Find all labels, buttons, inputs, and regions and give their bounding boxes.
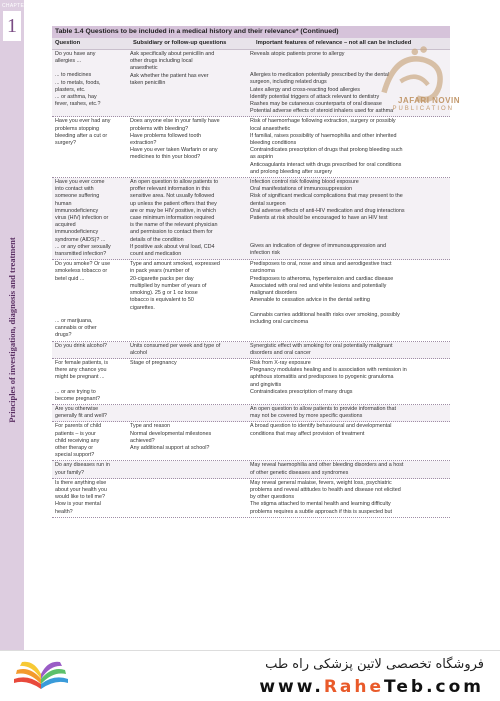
relevance-cell <box>247 479 450 517</box>
cell-line: The stigma attached to mental health and learning difficulty <box>250 501 391 508</box>
jafari-novin-logo <box>362 32 472 142</box>
cell-line: Stage of pregnancy <box>130 359 177 366</box>
chapter-label: CHAPTER <box>2 3 28 9</box>
cell-line: fever, rashes, etc.? <box>55 101 101 108</box>
cell-line: For female patients, is <box>55 359 109 366</box>
cell-line: Potential adverse effects of steroid inhalers used for asthma <box>250 108 394 115</box>
cell-line: is the name of the relevant physician <box>130 222 218 229</box>
cell-line: Cannabis carries additional health risks over smoking, possibly <box>250 311 400 318</box>
cell-line: someone suffering <box>55 193 100 200</box>
cell-line: Synergistic effect with smoking for oral potentially malignant <box>250 342 393 349</box>
table-row <box>52 359 450 405</box>
cell-line: alcohol <box>130 349 148 356</box>
relevance-cell <box>247 178 450 259</box>
cell-line: allergies ... <box>55 58 82 65</box>
cell-line: Allergies to medication potentially prescribed by the dental <box>250 72 390 79</box>
table-row <box>52 405 450 422</box>
table-row <box>52 479 450 518</box>
cell-line: How is your mental <box>55 501 101 508</box>
cell-line: ... to metals, foods, <box>55 79 101 86</box>
cell-line: by other questions <box>250 494 295 501</box>
cell-line: Oral manifestations of immunosuppression <box>250 186 353 193</box>
cell-line: Is there anything else <box>55 479 107 486</box>
cell-line: May reveal general malaise, fevers, weight loss, psychiatric <box>250 479 392 486</box>
question-cell <box>52 50 127 116</box>
cell-line: would like to tell me? <box>55 494 106 501</box>
cell-line: health? <box>55 508 73 515</box>
cell-line: plasters, etc. <box>55 86 86 93</box>
subsidiary-cell <box>127 461 247 477</box>
cell-line: Ask specifically about penicillin and <box>130 51 215 57</box>
cell-line: Have problems followed tooth <box>130 132 202 139</box>
cell-line: case minimum information required <box>130 215 215 222</box>
cell-line: may not be covered by more specific questions <box>250 413 363 420</box>
question-cell <box>52 405 127 421</box>
watermark-subtext: PUBLICATION <box>392 106 454 112</box>
cell-line: Any additional support at school? <box>130 444 210 451</box>
cell-line: disorders and oral cancer <box>250 349 311 356</box>
cell-line: Have you ever come <box>55 179 105 186</box>
cell-line <box>55 283 125 290</box>
chapter-number: 1 <box>3 11 21 41</box>
question-cell <box>52 479 127 517</box>
cell-line: into contact with <box>55 186 94 193</box>
cell-line: 20-cigarette packs per day <box>130 275 194 282</box>
cell-line: Does anyone else in your family have <box>130 118 220 125</box>
cell-line: virus (HIV) infection or <box>55 215 109 222</box>
relevance-cell <box>247 405 450 421</box>
question-cell <box>52 117 127 177</box>
cell-line: multiplied by number of years of <box>130 282 207 289</box>
cell-line: extraction? <box>130 140 157 147</box>
cell-line: ... or asthma, hay <box>55 94 97 101</box>
cell-line: immunodeficiency <box>55 207 99 214</box>
cell-line: surgeon, including related drugs <box>250 79 327 86</box>
cell-line: Patients at risk should be encouraged to have an HIV test <box>250 215 388 222</box>
question-cell <box>52 178 127 259</box>
table-row <box>52 260 450 341</box>
cell-line: Type and reason <box>130 423 171 430</box>
cell-line: Anticoagulants interact with drugs prescribed for oral conditions <box>250 161 402 168</box>
cell-line <box>250 229 448 236</box>
cell-line: infection risk <box>250 250 280 257</box>
cell-line: Ask whether the patient has ever <box>130 72 209 79</box>
cell-line: details of the condition <box>130 236 184 243</box>
cell-line: Contraindicates prescription of drugs that prolong bleeding such <box>250 147 403 154</box>
cell-line: Have you ever taken Warfarin or any <box>130 147 218 154</box>
relevance-cell <box>247 422 450 460</box>
cell-line: dental surgeon <box>250 200 286 207</box>
cell-line: Risk from X-ray exposure <box>250 359 311 366</box>
cell-line: ... or are trying to <box>55 388 96 395</box>
cell-line <box>55 382 125 389</box>
header-subsidiary: Subsidiary or follow-up questions <box>133 40 227 46</box>
relevance-cell <box>247 461 450 477</box>
cell-line: Reveals atopic patients prone to allergy <box>250 51 345 57</box>
subsidiary-cell <box>127 50 247 116</box>
cell-line: immunodeficiency <box>55 229 99 236</box>
cell-line: taken penicillin <box>130 79 166 86</box>
cell-line <box>55 311 125 318</box>
cell-line: May reveal haemophilia and other bleeding disorders and a host <box>250 462 404 469</box>
cell-line: other drugs including local <box>130 58 193 65</box>
cell-line: bleeding conditions <box>250 140 297 147</box>
cell-line: local anaesthetic <box>250 125 291 132</box>
cell-line: other therapy or <box>55 444 94 451</box>
cell-line: Have you ever had any <box>55 118 111 125</box>
cell-line: in pack years (number of <box>130 268 190 275</box>
cell-line: Units consumed per week and type of <box>130 342 221 349</box>
cell-line: generally fit and well? <box>55 413 107 420</box>
cell-line: including oral carcinoma <box>250 318 309 325</box>
subsidiary-cell <box>127 117 247 177</box>
subsidiary-cell <box>127 479 247 517</box>
url-prefix: www. <box>259 677 324 697</box>
cell-line: drugs? <box>55 332 72 339</box>
cell-line: count and medication <box>130 251 182 258</box>
footer-banner <box>0 650 500 701</box>
cell-line: Predisposes to oral, nose and sinus and aerodigestive tract <box>250 261 392 268</box>
cell-line: Risk of haemorrhage following extraction, surgery or possibly <box>250 118 396 125</box>
cell-line: sensitive area. Not usually followed <box>130 193 215 200</box>
cell-line: transmitted infection? <box>55 251 107 258</box>
cell-line: Normal developmental milestones <box>130 430 212 437</box>
cell-line: and gingivitis <box>250 381 282 388</box>
subsidiary-cell <box>127 178 247 259</box>
cell-line: special support? <box>55 452 95 459</box>
cell-line: conditions that may affect provision of treatment <box>250 430 365 437</box>
cell-line: proffer relevant information in this <box>130 186 210 193</box>
cell-line: surgery? <box>55 140 76 147</box>
cell-line: and permission to contact them for <box>130 229 213 236</box>
question-cell <box>52 461 127 477</box>
cell-line: tobacco is equivalent to 50 <box>130 297 194 304</box>
question-cell <box>52 359 127 404</box>
cell-line: ... to medicines <box>55 72 92 79</box>
cell-line: cannabis or other <box>55 325 97 332</box>
cell-line: A broad question to identify behavioural and developmental <box>250 423 392 430</box>
cell-line: aphthous stomatitis and predisposes to pyogenic granuloma <box>250 374 394 381</box>
cell-line: syndrome (AIDS)? ... <box>55 236 106 243</box>
cell-line <box>250 236 448 243</box>
header-relevance: Important features of relevance – not all can be included <box>256 40 412 46</box>
cell-line: malignant disorders <box>250 290 298 297</box>
cell-line: Amenable to cessation advice in the dental setting <box>250 297 370 304</box>
cell-line: smoking). 25 g or 1 oz loose <box>130 290 198 297</box>
chapter-title: Principles of investigation, diagnosis and treatment <box>7 237 17 423</box>
cell-line: Identify potential triggers of attack relevant to dentistry <box>250 93 380 100</box>
cell-line: Are you otherwise <box>55 405 99 412</box>
watermark-text: JAFARI NOVIN <box>397 96 460 105</box>
cell-line: Latex allergy and cross-reacting food allergies <box>250 86 360 93</box>
table-caption: Table 1.4 Questions to be included in a medical history and their relevance* (Continued) <box>52 26 450 38</box>
cell-line: Contraindicates prescription of many drugs <box>250 388 353 395</box>
cell-line <box>55 297 125 304</box>
cell-line <box>55 65 125 72</box>
cell-line: If positive ask about viral load, CD4 <box>130 243 215 250</box>
cell-line: human <box>55 200 72 207</box>
cell-line: problems requires a subtle approach if this is suspected but <box>250 508 393 515</box>
cell-line <box>55 290 125 297</box>
footer-persian-text: فروشگاه تخصصی لاتین پزشکی راه طب <box>265 657 484 672</box>
cell-line: acquired <box>55 222 76 229</box>
cell-line: problems and reveal attitudes to health and disease not elicited <box>250 486 401 493</box>
cell-line: Do you smoke? Or use <box>55 261 111 268</box>
question-cell <box>52 342 127 358</box>
cell-line: betel quid ... <box>55 275 85 282</box>
cell-line: patients – is your <box>55 430 96 437</box>
cell-line: achieved? <box>130 437 155 444</box>
cell-line: child receiving any <box>55 437 100 444</box>
cell-line: Do you have any <box>55 51 96 57</box>
subsidiary-cell <box>127 359 247 404</box>
cell-line <box>250 305 448 312</box>
cell-line: medicines to thin your blood? <box>130 154 201 161</box>
cell-line: Oral adverse effects of anti-HIV medication and drug interactions <box>250 207 405 214</box>
cell-line: become pregnant? <box>55 395 100 402</box>
table-row <box>52 422 450 461</box>
relevance-cell <box>247 359 450 404</box>
cell-line: If familial, raises possibility of haemophilia and other inherited <box>250 132 397 139</box>
cell-line: anaesthetic <box>130 65 158 72</box>
cell-line <box>250 222 448 229</box>
table-row <box>52 342 450 359</box>
url-suffix: Teb.com <box>384 677 484 697</box>
cell-line: An open question to allow patients to <box>130 179 219 186</box>
header-question: Question <box>55 40 81 46</box>
cell-line: might be pregnant ... <box>55 374 105 381</box>
cell-line: Infection control risk following blood exposure <box>250 179 359 186</box>
relevance-cell <box>247 342 450 358</box>
cell-line: bleeding after a cut or <box>55 132 108 139</box>
cell-line: your family? <box>55 469 85 476</box>
subsidiary-cell <box>127 422 247 460</box>
relevance-cell <box>247 260 450 340</box>
subsidiary-cell <box>127 405 247 421</box>
cell-line <box>55 304 125 311</box>
cell-line: Risk of significant medical complications that may present to the <box>250 193 403 200</box>
question-cell <box>52 260 127 340</box>
cell-line: up unless the patient offers that they <box>130 200 217 207</box>
cell-line: An open question to allow patients to provide information that <box>250 405 396 412</box>
footer-url[interactable] <box>259 677 484 697</box>
table-row <box>52 178 450 260</box>
cell-line: Associated with oral red and white lesions and potentially <box>250 282 387 289</box>
cell-line: cigarettes. <box>130 304 155 311</box>
cell-line: are or may be HIV positive, in which <box>130 207 216 214</box>
chapter-sidebar <box>0 0 28 650</box>
cell-line: ... or marijuana, <box>55 317 93 324</box>
subsidiary-cell <box>127 260 247 340</box>
open-book-logo <box>12 657 70 695</box>
cell-line: Type and amount smoked, expressed <box>130 261 220 268</box>
cell-line: smokeless tobacco or <box>55 268 108 275</box>
question-cell <box>52 422 127 460</box>
cell-line: carcinoma <box>250 268 275 275</box>
cell-line: For parents of child <box>55 423 102 430</box>
table-row <box>52 461 450 478</box>
cell-line: about your health you <box>55 486 107 493</box>
cell-line: of other genetic diseases and syndromes <box>250 469 349 476</box>
cell-line: problems with bleeding? <box>130 125 189 132</box>
cell-line: Predisposes to atheroma, hypertension and cardiac disease <box>250 275 394 282</box>
cell-line: Do any diseases run in <box>55 462 110 469</box>
cell-line: Pregnancy modulates healing and is association with remission in <box>250 367 407 374</box>
url-highlight: Rahe <box>323 677 385 697</box>
cell-line: Gives an indication of degree of immunosuppression and <box>250 243 387 250</box>
cell-line: Do you drink alcohol? <box>55 342 107 349</box>
cell-line: ... or any other sexually <box>55 243 111 250</box>
cell-line: there any chance you <box>55 367 107 374</box>
subsidiary-cell <box>127 342 247 358</box>
cell-line: problems stopping <box>55 125 100 132</box>
cell-line: and prolong bleeding after surgery <box>250 168 333 175</box>
cell-line: as aspirin <box>250 154 274 161</box>
cell-line: Rashes may be cutaneous counterparts of oral disease <box>250 101 382 108</box>
